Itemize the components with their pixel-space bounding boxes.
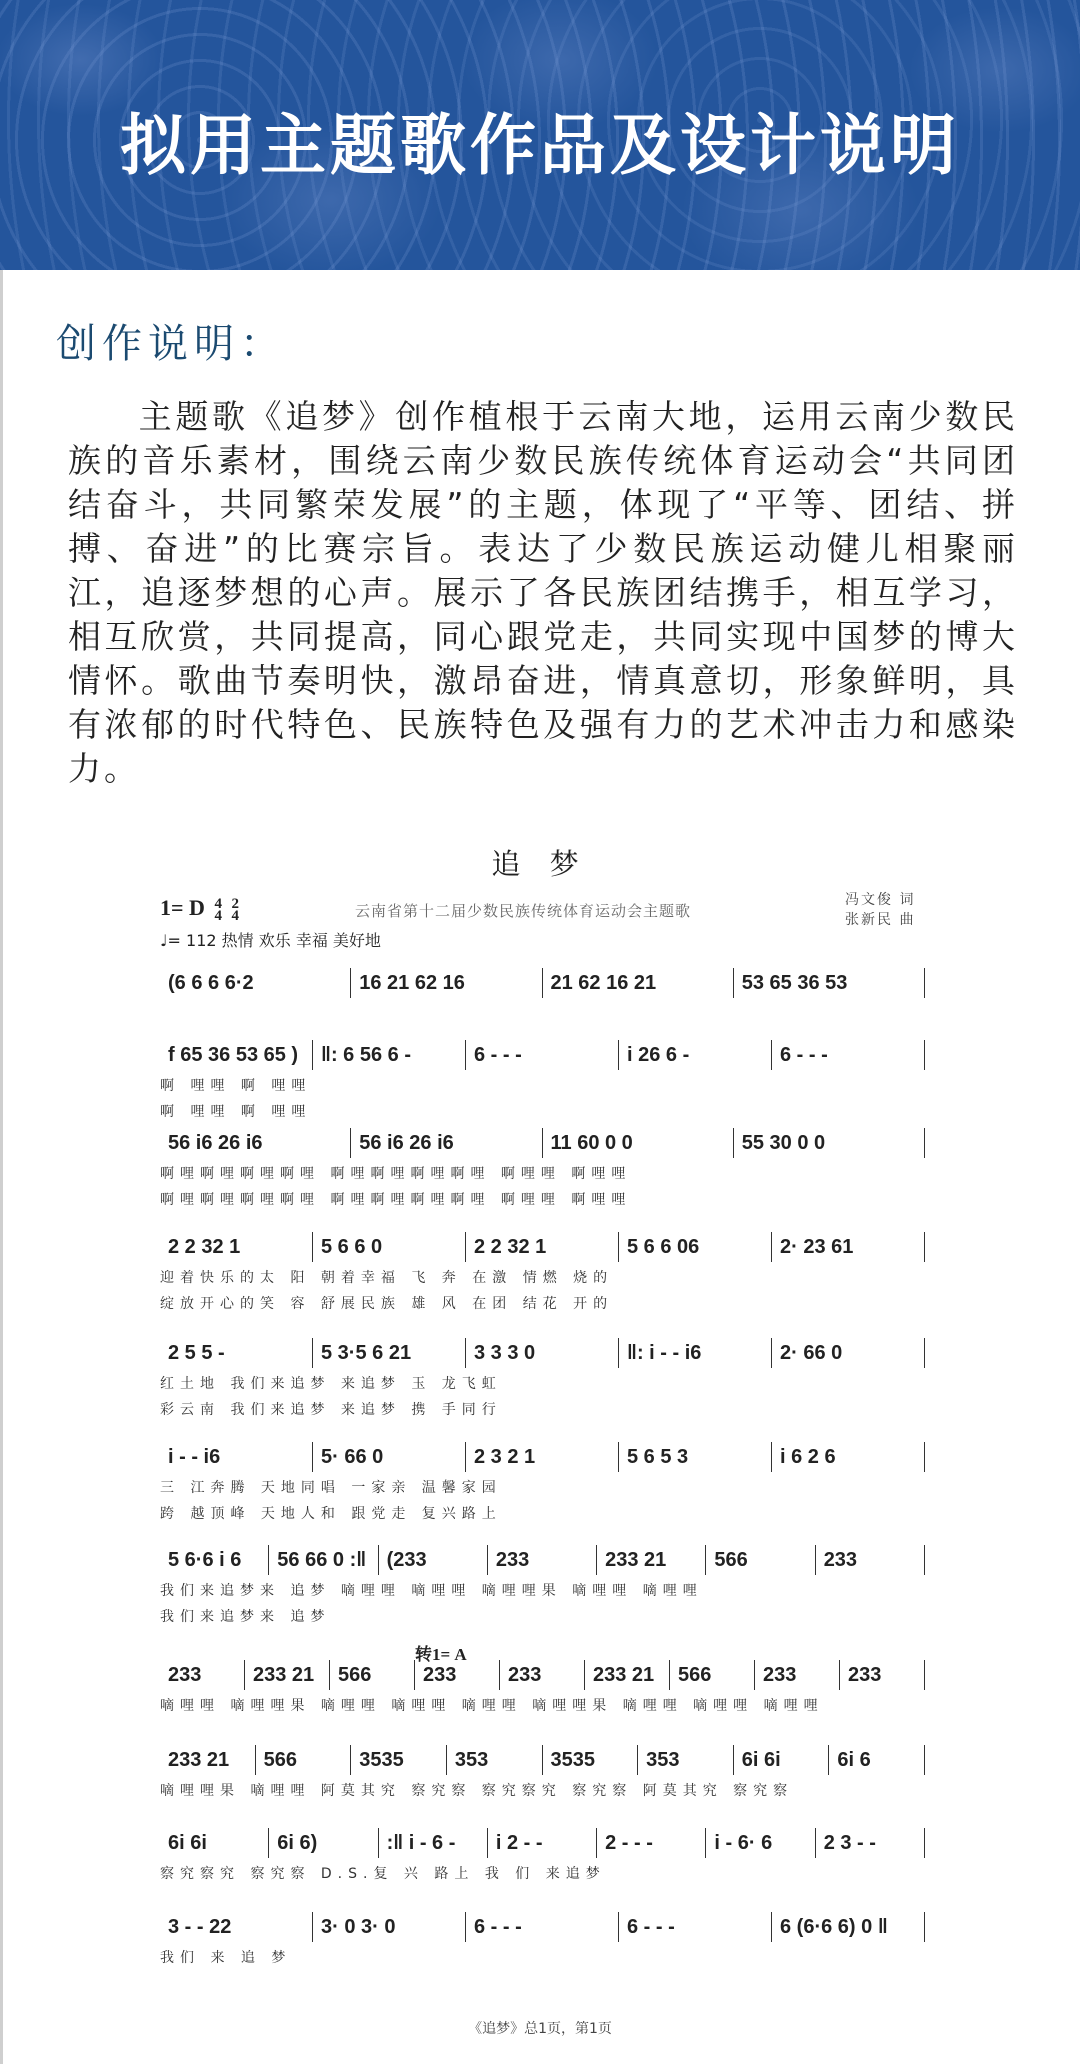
measure: :‖ i - 6 - (379, 1828, 488, 1858)
score-row (160, 1660, 925, 1716)
lyric-line: 跨 越顶峰 天地人和 跟党走 复兴路上 (160, 1506, 502, 1522)
measure: 16 21 62 16 (351, 968, 542, 998)
tempo-marking: ♩= 112 热情 欢乐 幸福 美好地 (160, 931, 381, 950)
measure: 233 (755, 1660, 840, 1690)
measure: 566 (256, 1745, 352, 1775)
measure: i - - i6 (160, 1442, 313, 1472)
lyric-line: 啊 哩哩 啊 哩哩 (160, 1104, 312, 1120)
header-banner (0, 0, 1080, 270)
measure: 56 i6 26 i6 (160, 1128, 351, 1158)
measure: 353 (447, 1745, 543, 1775)
measure: ‖: i - - i6 (619, 1338, 772, 1368)
measure: 56 i6 26 i6 (351, 1128, 542, 1158)
key-label: 1= D (160, 895, 205, 920)
measure: 5 6 6 0 (313, 1232, 466, 1262)
measure: 3 - - 22 (160, 1912, 313, 1942)
notation-line (160, 1912, 925, 1942)
key-signature (160, 895, 239, 922)
score-row (160, 1338, 925, 1420)
lyric-line: 我们 来 追 梦 (160, 1950, 292, 1966)
page-footer: 《追梦》总1页，第1页 (468, 2021, 612, 2037)
measure: 21 62 16 21 (543, 968, 734, 998)
measure: 233 21 (245, 1660, 330, 1690)
measure: 233 21 (160, 1745, 256, 1775)
measure: (233 (379, 1545, 488, 1575)
measure: 566 (706, 1545, 815, 1575)
measure: 233 (500, 1660, 585, 1690)
measure: 56 66 0 :‖ (269, 1545, 378, 1575)
lyric-line: 绽放开心的笑 容 舒展民族 雄 风 在团 结花 开的 (160, 1296, 614, 1312)
credits (845, 890, 915, 930)
notation-line (160, 1232, 925, 1262)
measure: 233 (840, 1660, 925, 1690)
notation-line (160, 1338, 925, 1368)
score-row (160, 1912, 925, 1968)
measure: 233 (816, 1545, 925, 1575)
measure: 5 6 5 3 (619, 1442, 772, 1472)
lyric-line: 嘀哩哩 嘀哩哩果 嘀哩哩 嘀哩哩 嘀哩哩 嘀哩哩果 嘀哩哩 嘀哩哩 嘀哩哩 (160, 1698, 824, 1714)
measure: 3535 (351, 1745, 447, 1775)
notation-line (160, 1040, 925, 1070)
measure: 2 - - - (597, 1828, 706, 1858)
score-row (160, 1545, 925, 1627)
score-subtitle: 云南省第十二届少数民族传统体育运动会主题歌 (355, 902, 692, 920)
lyric-line: 察究察究 察究察 D.S.复 兴 路上 我 们 来追梦 (160, 1866, 606, 1882)
measure: 3 3 3 0 (466, 1338, 619, 1368)
score-title: 追 梦 (491, 847, 589, 881)
measure: 2 3 - - (816, 1828, 925, 1858)
measure: 2 5 5 - (160, 1338, 313, 1368)
measure: 3535 (543, 1745, 639, 1775)
measure: 566 (670, 1660, 755, 1690)
measure: ‖: 6 56 6 - (313, 1040, 466, 1070)
section-heading: 创作说明： (56, 321, 286, 367)
notation-line (160, 1545, 925, 1575)
score-row (160, 1745, 925, 1801)
lyric-line: 啊 哩哩 啊 哩哩 (160, 1078, 312, 1094)
measure: 53 65 36 53 (734, 968, 925, 998)
lyric-line: 嘀哩哩果 嘀哩哩 阿莫其究 察究察 察究察究 察究察 阿莫其究 察究察 (160, 1783, 794, 1799)
measure: 233 21 (597, 1545, 706, 1575)
measure: 233 21 (585, 1660, 670, 1690)
measure: f 65 36 53 65 ) (160, 1040, 313, 1070)
lyric-line: 彩云南 我们来追梦 来追梦 携 手同行 (160, 1402, 502, 1418)
measure: 5 6 6 06 (619, 1232, 772, 1262)
page-title: 拟用主题歌作品及设计说明 (120, 107, 960, 184)
measure: 233 (488, 1545, 597, 1575)
measure: 2 2 32 1 (466, 1232, 619, 1262)
lyric-line: 三 江奔腾 天地同唱 一家亲 温馨家园 (160, 1480, 502, 1496)
score-row (160, 968, 925, 998)
measure: 6i 6) (269, 1828, 378, 1858)
measure: 5 6·6 i 6 (160, 1545, 269, 1575)
notation-line (160, 968, 925, 998)
lyric-line: 啊哩啊哩啊哩啊哩 啊哩啊哩啊哩啊哩 啊哩哩 啊哩哩 (160, 1192, 632, 1208)
key-change: 转1= A (415, 1645, 467, 1664)
measure: i 6 2 6 (772, 1442, 925, 1472)
measure: 233 (160, 1660, 245, 1690)
notation-line (160, 1128, 925, 1158)
notation-line (160, 1660, 925, 1690)
notation-line (160, 1745, 925, 1775)
measure: 2 3 2 1 (466, 1442, 619, 1472)
measure: 5 3·5 6 21 (313, 1338, 466, 1368)
measure: 6 - - - (772, 1040, 925, 1070)
measure: (6 6 6 6·2 (160, 968, 351, 998)
measure: i - 6· 6 (706, 1828, 815, 1858)
measure: 11 60 0 0 (543, 1128, 734, 1158)
measure: 6i 6i (160, 1828, 269, 1858)
measure: 233 (415, 1660, 500, 1690)
notation-line (160, 1442, 925, 1472)
score-row (160, 1040, 925, 1122)
measure: 6 - - - (466, 1912, 619, 1942)
lyric-line: 我们来追梦来 追梦 (160, 1609, 331, 1625)
measure: 6 - - - (466, 1040, 619, 1070)
measure: 566 (330, 1660, 415, 1690)
left-border (0, 270, 3, 2064)
lyric-line: 红土地 我们来追梦 来追梦 玉 龙飞虹 (160, 1376, 502, 1392)
score-row (160, 1442, 925, 1524)
lyricist: 冯文俊 词 (845, 892, 916, 908)
notation-line (160, 1828, 925, 1858)
score-row (160, 1128, 925, 1210)
intro-text: 主题歌《追梦》创作植根于云南大地，运用云南少数民族的音乐素材，围绕云南少数民族传统体育运动会“共同团结奋斗，共同繁荣发展”的主题，体现了“平等、团结、拼搏、奋进”的比赛宗旨。表达了少数民族运动健儿相聚丽江，追逐梦想的心声。展示了各民族团结携手，相互学习，相互欣赏，共同提高，同心跟党走，共同实现中国梦的博大情怀。歌曲节奏明快，激昂奋进，情真意切，形象鲜明，具有浓郁的时代特色、民族特色及强有力的艺术冲击力和感染力。 (68, 397, 1018, 788)
measure: 6i 6 (829, 1745, 925, 1775)
time-signature-2: 2 4 (231, 895, 239, 924)
measure: 2 2 32 1 (160, 1232, 313, 1262)
time-signature-1: 4 4 (214, 895, 222, 924)
measure: 5· 66 0 (313, 1442, 466, 1472)
score-row (160, 1232, 925, 1314)
measure: i 2 - - (488, 1828, 597, 1858)
measure: i 26 6 - (619, 1040, 772, 1070)
measure: 6 - - - (619, 1912, 772, 1942)
measure: 6 (6·6 6) 0 ‖ (772, 1912, 925, 1942)
measure: 3· 0 3· 0 (313, 1912, 466, 1942)
intro-paragraph (68, 395, 1018, 791)
measure: 2· 66 0 (772, 1338, 925, 1368)
lyric-line: 迎着快乐的太 阳 朝着幸福 飞 奔 在激 情燃 烧的 (160, 1270, 614, 1286)
score-row (160, 1828, 925, 1884)
measure: 2· 23 61 (772, 1232, 925, 1262)
measure: 6i 6i (734, 1745, 830, 1775)
lyric-line: 啊哩啊哩啊哩啊哩 啊哩啊哩啊哩啊哩 啊哩哩 啊哩哩 (160, 1166, 632, 1182)
lyric-line: 我们来追梦来 追梦 嘀哩哩 嘀哩哩 嘀哩哩果 嘀哩哩 嘀哩哩 (160, 1583, 703, 1599)
composer: 张新民 曲 (845, 912, 916, 928)
measure: 353 (638, 1745, 734, 1775)
measure: 55 30 0 0 (734, 1128, 925, 1158)
